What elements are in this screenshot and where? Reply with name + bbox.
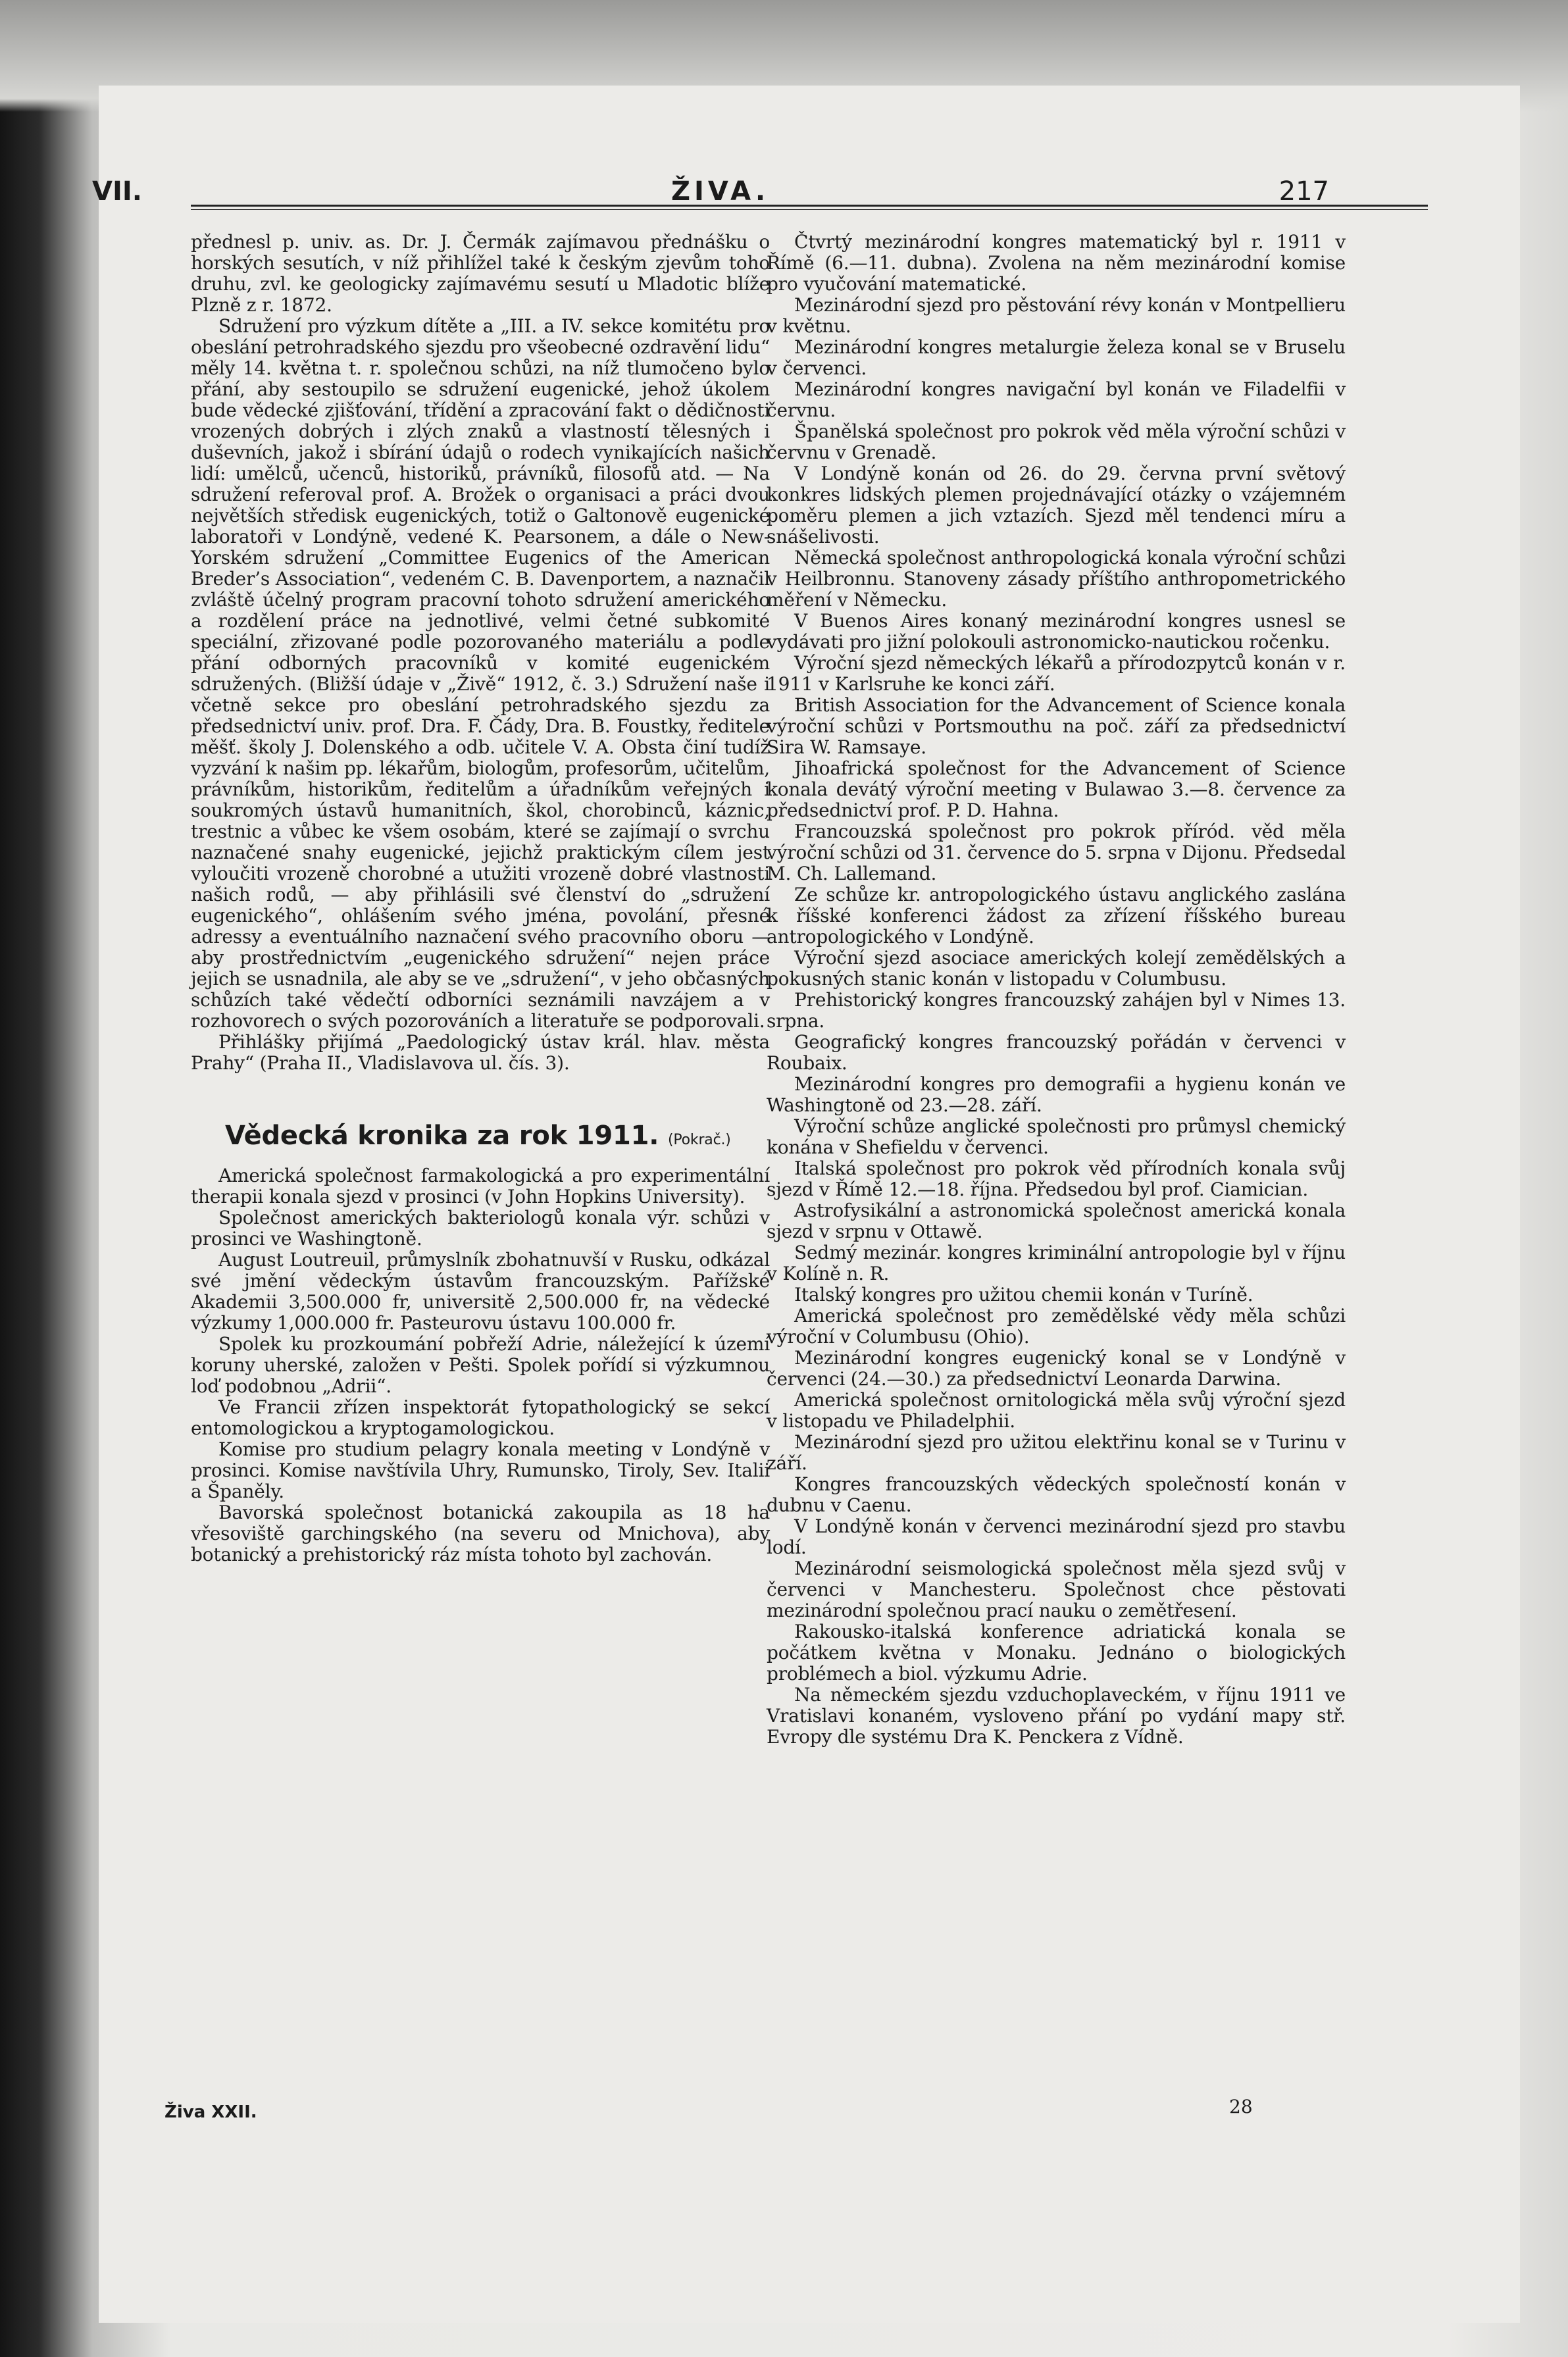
section-note: (Pokrač.) — [668, 1132, 731, 1148]
paragraph: Mezinárodní kongres navigační byl konán ve Filadelfii v červnu. — [767, 378, 1346, 421]
paragraph: Ve Francii zřízen inspektorát fytopathologický se sekcí entomologickou a kryptogamologickou. — [191, 1396, 770, 1439]
right-column — [767, 232, 1346, 1748]
paragraph: Astrofysikální a astronomická společnost americká konala sjezd v srpnu v Ottawě. — [767, 1200, 1346, 1242]
paragraph: Francouzská společnost pro pokrok příród. věd měla výroční schůzi od 31. července do 5. srpna v Dijonu. Předsedal M. Ch. Lallemand. — [767, 821, 1346, 884]
paragraph: Jihoafrická společnost for the Advancement of Science konala devátý výroční meeting v Bulawao 3.—8. července za předsednictví prof. P. D. Hahna. — [767, 757, 1346, 821]
paragraph: přednesl p. univ. as. Dr. J. Čermák zajímavou přednášku o horských sesutích, v níž přihlížel také k českým zjevům toho druhu, zvl. ke geologicky zajímavému sesutí u Mladotic blíže Plzně z r. 1872. — [191, 231, 770, 316]
paragraph: Společnost amerických bakteriologů konala výr. schůzi v prosinci ve Washingtoně. — [191, 1207, 770, 1250]
section-title-text: Vědecká kronika za rok 1911. — [225, 1121, 659, 1151]
paragraph: Sdružení pro výzkum dítěte a „III. a IV. sekce komitétu pro obeslání petrohradského sjezdu pro všeobecné ozdravění lidu“ měly 14. května t. r. společnou schůzi, na níž tlumočeno bylo přání, aby sestoupilo se sdružení eugenické, jehož úkolem bude vědecké zjišťování, třídění a zpracování fakt o dědičnosti vrozených dobrých i zlých znaků a vlastností tělesných i duševních, jakož i sbírání údajů o rodech vynikajících našich lidí: umělců, učenců, historiků, právníků, filosofů atd. — Na sdružení referoval prof. A. Brožek o organisaci a práci dvou největších středisk eugenických, totiž o Galtonově eugenické laboratoři v Londýně, vedené K. Pearsonem, a dále o New-Yorském sdružení „Committee Eugenics of the American Breder’s Association“, vedeném C. B. Davenportem, a naznačil zvláště účelný program pracovní tohoto sdružení amerického a rozdělení práce na jednotlivé, velmi četné subkomité speciální, zřizované podle pozorovaného materiálu a podle přání odborných pracovníků v komité eugenickém sdružených. (Bližší údaje v „Živě“ 1912, č. 3.) Sdružení naše i včetně sekce pro obeslání petrohradského sjezdu za předsednictví univ. prof. Dra. F. Čády, Dra. B. Foustky, ředitele měšť. školy J. Dolenského a odb. učitele V. A. Obsta činí tudíž vyzvání k našim pp. lékařům, biologům, profesorům, učitelům, právníkům, historikům, ředitelům a úřadníkům veřejných i soukromých ústavů humanitních, škol, chorobinců, káznic, trestnic a vůbec ke všem osobám, které se zajímají o svrchu naznačené snahy eugenické, jejichž praktickým cílem jest vyloučiti vrozeně chorobné a utužiti vrozeně dobré vlastnosti našich rodů, — aby přihlásili své členství do „sdružení eugenického“, ohlášením svého jména, povolání, přesné adressy a eventuálního naznačení svého pracovního oboru — aby prostřednictvím „eugenického sdružení“ nejen práce jejich se usnadnila, ale aby se ve „sdružení“, v jeho občasných schůzích také vědečtí odborníci seznámili navzájem a v rozhovorech o svých pozorováních a literatuře se podporovali. — [191, 315, 770, 1032]
paragraph: Rakousko-italská konference adriatická konala se počátkem května v Monaku. Jednáno o biologických problémech a biol. výzkumu Adrie. — [767, 1621, 1346, 1685]
paragraph: British Association for the Advancement of Science konala výroční schůzi v Portsmouthu na poč. září za předsednictví Sira W. Ramsaye. — [767, 694, 1346, 758]
paragraph: Výroční sjezd německých lékařů a přírodozpytců konán v r. 1911 v Karlsruhe ke konci září. — [767, 652, 1346, 695]
paragraph: Mezinárodní seismologická společnost měla sjezd svůj v červenci v Manchesteru. Společnost chce pěstovati mezinárodní společnou prací nauku o zemětřesení. — [767, 1558, 1346, 1621]
paragraph: Výroční sjezd asociace amerických kolejí zemědělských a pokusných stanic konán v listopadu v Columbusu. — [767, 947, 1346, 990]
paragraph: Mezinárodní kongres pro demografii a hygienu konán ve Washingtoně od 23.—28. září. — [767, 1073, 1346, 1116]
paragraph: Geografický kongres francouzský pořádán v červenci v Roubaix. — [767, 1031, 1346, 1074]
paragraph: Italský kongres pro užitou chemii konán v Turíně. — [794, 1284, 1253, 1305]
footer-sheet-number: 28 — [1229, 2096, 1253, 2117]
paragraph: Sedmý mezinár. kongres kriminální antropologie byl v říjnu v Kolíně n. R. — [767, 1242, 1346, 1284]
paragraph: Bavorská společnost botanická zakoupila as 18 ha vřesoviště garchingského (na severu od Mnichova), aby botanický a prehistorický ráz místa tohoto byl zachován. — [191, 1502, 770, 1565]
volume-label: VII. — [92, 176, 142, 207]
paragraph: Španělská společnost pro pokrok věd měla výroční schůzi v červnu v Grenadě. — [767, 420, 1346, 463]
paragraph: Čtvrtý mezinárodní kongres matematický byl r. 1911 v Římě (6.—11. dubna). Zvolena na něm mezinárodní komise pro vyučování matematické. — [767, 231, 1346, 295]
paragraph: V Londýně konán od 26. do 29. června první světový konkres lidských plemen projednávající otázky o vzájemném poměru plemen a jich vztazích. Sjezd měl tendenci míru a snášelivosti. — [767, 463, 1346, 547]
paragraph: Americká společnost farmakologická a pro experimentální therapii konala sjezd v prosinci (v John Hopkins University). — [191, 1165, 770, 1207]
page-header — [92, 86, 1329, 207]
paragraph: Americká společnost ornitologická měla svůj výroční sjezd v listopadu ve Philadelphii. — [767, 1389, 1346, 1432]
paragraph: V Londýně konán v červenci mezinárodní sjezd pro stavbu lodí. — [767, 1515, 1346, 1558]
footer-signature: Živa XXII. — [164, 2102, 257, 2122]
paragraph: Výroční schůze anglické společnosti pro průmysl chemický konána v Shefieldu v červenci. — [767, 1115, 1346, 1158]
header-rule — [191, 205, 1428, 210]
paragraph: Mezinárodní kongres eugenický konal se v Londýně v červenci (24.—30.) za předsednictví Leonarda Darwina. — [767, 1347, 1346, 1390]
paragraph: V Buenos Aires konaný mezinárodní kongres usnesl se vydávati pro jižní polokouli astronomicko-nautickou ročenku. — [767, 610, 1346, 653]
paragraph: Ze schůze kr. antropologického ústavu anglického zaslána k říšské konferenci žádost za zřízení říšského bureau antropologického v Londýně. — [767, 884, 1346, 948]
page-number: 217 — [1278, 176, 1329, 207]
paragraph: Mezinárodní sjezd pro užitou elektřinu konal se v Turinu v září. — [767, 1431, 1346, 1474]
paragraph: Komise pro studium pelagry konala meeting v Londýně v prosinci. Komise navštívila Uhry, Rumunsko, Tiroly, Sev. Italii a Španěly. — [191, 1438, 770, 1502]
paragraph: Kongres francouzských vědeckých společností konán v dubnu v Caenu. — [767, 1473, 1346, 1516]
journal-title: ŽIVA. — [671, 176, 770, 207]
paragraph: Přihlášky přijímá „Paedologický ústav král. hlav. města Prahy“ (Praha II., Vladislavova ul. čís. 3). — [191, 1031, 770, 1074]
paragraph: Spolek ku prozkoumání pobřeží Adrie, náležející k území koruny uherské, založen v Pešti. Spolek pořídí si výzkumnou loď podobnou „Adrii“. — [191, 1333, 770, 1397]
paragraph: Mezinárodní sjezd pro pěstování révy konán v Montpellieru v květnu. — [767, 294, 1346, 337]
left-column — [191, 232, 770, 1565]
paragraph: Na německém sjezdu vzduchoplaveckém, v říjnu 1911 ve Vratislavi konaném, vysloveno přání po vydání mapy stř. Evropy dle systému Dra K. Penckera z Vídně. — [767, 1684, 1346, 1748]
paragraph: Mezinárodní kongres metalurgie železa konal se v Bruselu v červenci. — [767, 336, 1346, 379]
paragraph: Prehistorický kongres francouzský zahájen byl v Nimes 13. srpna. — [767, 989, 1346, 1032]
paragraph: Italská společnost pro pokrok věd přírodních konala svůj sjezd v Římě 12.—18. října. Předsedou byl prof. Ciamician. — [767, 1157, 1346, 1200]
paragraph: Americká společnost pro zemědělské vědy měla schůzi výroční v Columbusu (Ohio). — [767, 1305, 1346, 1348]
paragraph: Německá společnost anthropologická konala výroční schůzi v Heilbronnu. Stanoveny zásady příštího anthropometrického měření v Německu. — [767, 547, 1346, 611]
section-title — [191, 1121, 770, 1151]
paragraph: August Loutreuil, průmyslník zbohatnuvší v Rusku, odkázal své jmění vědeckým ústavům francouzským. Pařížské Akademii 3,500.000 fr, universitě 2,500.000 fr, na vědecké výzkumy 1,000.000 fr. Pasteurovu ústavu 100.000 fr. — [191, 1249, 770, 1334]
